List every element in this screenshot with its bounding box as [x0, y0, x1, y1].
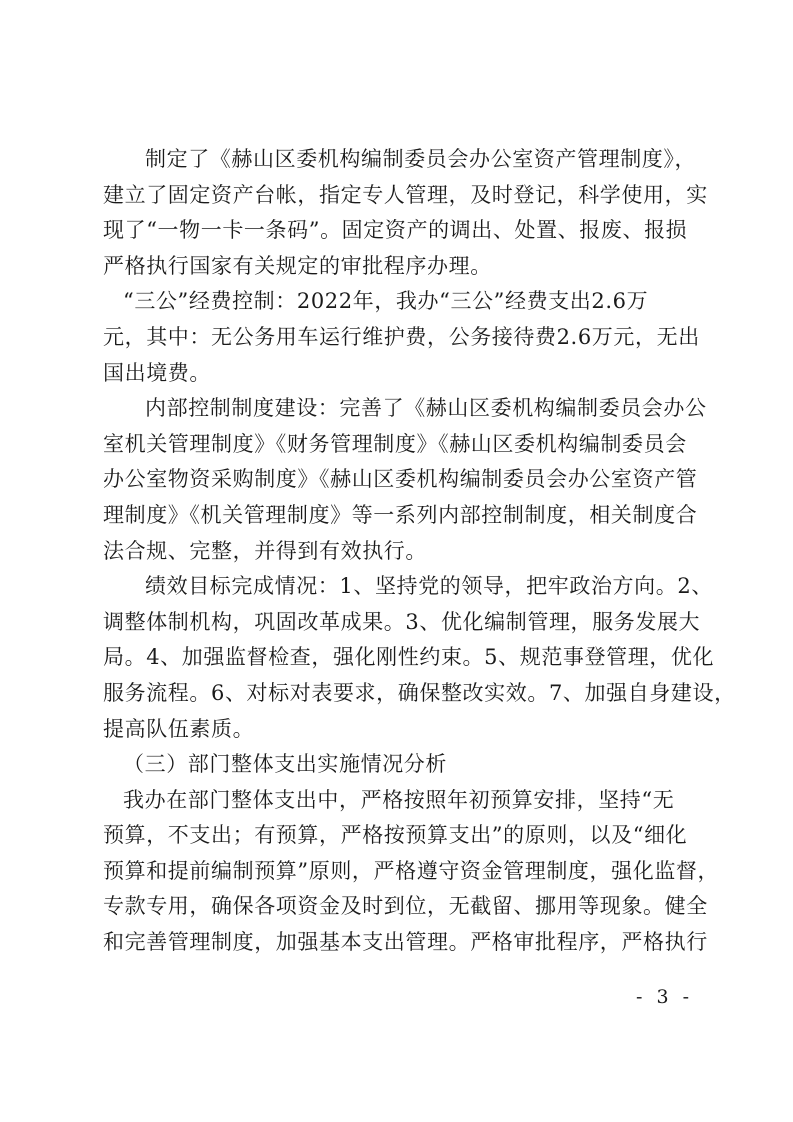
text-line: 服务流程。6、对标对表要求，确保整改实效。7、加强自身建设，: [103, 680, 736, 705]
text-line: 建立了固定资产台帐，指定专人管理，及时登记，科学使用，实: [103, 182, 708, 207]
paragraph-performance-goals: [103, 569, 736, 747]
text-line: 和完善管理制度，加强基本支出管理。严格审批程序，严格执行: [103, 930, 708, 955]
paragraph-expenditure-analysis: [103, 783, 720, 961]
body-text: [103, 142, 736, 961]
text-line: 办公室物资采购制度》《赫山区委机构编制委员会办公室资产管: [103, 467, 698, 492]
text-line: 元，其中：无公务用车运行维护费，公务接待费2.6万元，无出: [103, 324, 700, 349]
text-line: 绩效目标完成情况：1、坚持党的领导，把牢政治方向。2、: [145, 574, 713, 599]
heading-line: （三）部门整体支出实施情况分析: [123, 752, 447, 777]
text-line: 室机关管理制度》《财务管理制度》《赫山区委机构编制委员会: [103, 431, 687, 456]
text-line: 专款专用，确保各项资金及时到位，无截留、挪用等现象。健全: [103, 894, 708, 919]
paragraph-internal-control: [103, 391, 707, 569]
section-heading: [103, 747, 697, 783]
text-line: 内部控制制度建设：完善了《赫山区委机构编制委员会办公: [145, 396, 707, 421]
text-line: 国出境费。: [103, 360, 211, 385]
page-number: - 3 -: [635, 986, 693, 1008]
text-line: 制定了《赫山区委机构编制委员会办公室资产管理制度》，: [145, 147, 697, 171]
text-line: 调整体制机构，巩固改革成果。3、优化编制管理，服务发展大: [103, 609, 701, 634]
paragraph-three-public-expenses: [103, 284, 700, 391]
text-line: 预算和提前编制预算”原则，严格遵守资金管理制度，强化监督，: [103, 858, 720, 883]
text-line: 严格执行国家有关规定的审批程序办理。: [103, 253, 492, 278]
text-line: 局。4、加强监督检查，强化刚性约束。5、规范事登管理，优化: [103, 645, 715, 670]
text-line: 法合规、完整，并得到有效执行。: [103, 538, 427, 563]
text-line: 预算，不支出；有预算，严格按预算支出”的原则，以及“细化: [103, 823, 688, 848]
paragraph-asset-management: [103, 142, 708, 284]
text-line: 理制度》《机关管理制度》等一系列内部控制制度，相关制度合: [103, 502, 698, 527]
text-line: “三公”经费控制：2022年，我办“三公”经费支出2.6万: [123, 289, 649, 314]
text-line: 提高队伍素质。: [103, 716, 255, 741]
text-line: 我办在部门整体支出中，严格按照年初预算安排，坚持“无: [123, 787, 675, 812]
text-line: 现了“一物一卡一条码”。固定资产的调出、处置、报废、报损: [103, 218, 688, 243]
